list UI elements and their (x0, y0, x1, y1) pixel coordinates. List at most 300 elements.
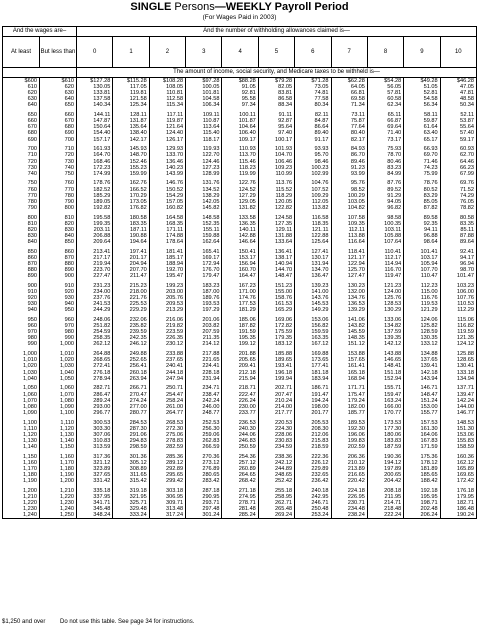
withholding-amount-cell: 125.34 (113, 102, 149, 108)
withholding-amount-cell: 280.77 (113, 410, 149, 416)
withholding-amount-cell: 105.94 (404, 261, 440, 267)
withholding-amount-cell: 253.24 (295, 512, 331, 519)
withholding-amount-cell: 264.77 (149, 410, 185, 416)
withholding-amount-cell: 146.76 (149, 180, 185, 186)
wage-but-less-cell: 1,200 (40, 478, 77, 484)
allowance-column-header: 6 (295, 37, 331, 68)
withholding-amount-cell: $71.28 (295, 78, 331, 85)
withholding-amount-cell: 160.36 (440, 454, 476, 460)
withholding-amount-cell: 89.46 (331, 159, 367, 165)
wage-but-less-cell: 650 (40, 102, 77, 108)
withholding-amount-cell: 126.17 (149, 137, 185, 143)
withholding-amount-cell: 261.00 (149, 404, 185, 410)
withholding-amount-cell: 112.23 (404, 283, 440, 289)
withholding-amount-cell: 109.35 (331, 221, 367, 227)
withholding-amount-cell: 268.53 (149, 420, 185, 426)
withholding-amount-cell: 89.40 (295, 130, 331, 136)
withholding-amount-cell: 291.06 (113, 432, 149, 438)
withholding-amount-cell: 105.88 (367, 233, 403, 239)
withholding-amount-cell: 121.35 (440, 335, 476, 341)
withholding-amount-cell: 110.99 (258, 171, 294, 177)
withholding-amount-cell: 145.82 (186, 205, 222, 211)
withholding-amount-cell: 129.93 (149, 146, 185, 152)
withholding-amount-cell: 264.65 (222, 472, 258, 478)
withholding-amount-cell: 218.48 (367, 506, 403, 512)
withholding-amount-cell: 240.18 (295, 488, 331, 494)
withholding-amount-cell: 189.53 (331, 420, 367, 426)
withholding-amount-cell: 317.36 (77, 454, 113, 460)
withholding-amount-cell: 141.06 (331, 317, 367, 323)
withholding-amount-cell: 235.82 (113, 323, 149, 329)
withholding-amount-cell: 73.11 (331, 112, 367, 118)
withholding-amount-cell: 73.17 (367, 137, 403, 143)
withholding-amount-cell: 133.81 (77, 90, 113, 96)
wage-at-least-cell: 1,200 (3, 488, 40, 494)
withholding-amount-cell: 78.82 (440, 205, 476, 211)
withholding-amount-cell: 192.82 (77, 205, 113, 211)
withholding-amount-cell: 83.23 (367, 165, 403, 171)
withholding-amount-cell: $108.28 (149, 78, 185, 85)
wage-at-least-cell: 890 (3, 273, 40, 279)
withholding-amount-cell: 157.17 (77, 137, 113, 143)
withholding-amount-cell: 294.83 (113, 438, 149, 444)
withholding-amount-cell: 74.29 (440, 193, 476, 199)
withholding-amount-cell: 248.06 (77, 317, 113, 323)
withholding-amount-cell: 161.30 (404, 426, 440, 432)
withholding-amount-cell: 124.46 (186, 159, 222, 165)
withholding-amount-cell: 139.29 (331, 307, 367, 313)
withholding-amount-cell: 214.71 (367, 500, 403, 506)
wage-at-least-cell: 640 (3, 102, 40, 108)
withholding-amount-cell: 306.95 (149, 494, 185, 500)
withholding-amount-cell: 153.06 (295, 317, 331, 323)
withholding-amount-cell: 113.64 (186, 124, 222, 130)
withholding-amount-cell: 83.35 (440, 221, 476, 227)
withholding-amount-cell: 64.46 (440, 159, 476, 165)
withholding-amount-cell: 91.05 (222, 84, 258, 90)
withholding-amount-cell: $127.28 (77, 78, 113, 85)
withholding-amount-cell: 77.64 (331, 124, 367, 130)
withholding-amount-cell: 133.58 (222, 215, 258, 221)
wage-at-least-cell: 1,230 (3, 506, 40, 512)
withholding-amount-cell: 220.53 (258, 420, 294, 426)
withholding-amount-cell: 71.52 (440, 187, 476, 193)
withholding-amount-cell: 174.76 (222, 295, 258, 301)
withholding-amount-cell: 237.65 (149, 357, 185, 363)
withholding-amount-cell: 80.58 (440, 215, 476, 221)
wage-but-less-cell: 710 (40, 146, 77, 152)
withholding-amount-cell: 187.59 (367, 444, 403, 450)
withholding-amount-cell: 185.17 (149, 255, 185, 261)
withholding-amount-cell: 205.76 (149, 295, 185, 301)
withholding-amount-cell: 155.77 (404, 410, 440, 416)
withholding-amount-cell: 244.29 (77, 307, 113, 313)
withholding-amount-cell: 151.24 (404, 398, 440, 404)
withholding-amount-cell: 148.47 (404, 392, 440, 398)
withholding-amount-cell: 199.23 (149, 283, 185, 289)
withholding-amount-cell: 107.70 (404, 267, 440, 273)
withholding-amount-cell: 100.11 (222, 112, 258, 118)
withholding-amount-cell: 130.17 (295, 255, 331, 261)
withholding-amount-cell: 148.41 (367, 363, 403, 369)
withholding-amount-cell: 185.06 (222, 317, 258, 323)
withholding-amount-cell: 113.76 (258, 180, 294, 186)
withholding-amount-cell: 152.94 (367, 376, 403, 382)
withholding-amount-cell: 104.70 (258, 152, 294, 158)
withholding-amount-cell: 213.89 (331, 466, 367, 472)
wage-at-least-cell: 970 (3, 329, 40, 335)
withholding-amount-cell: 110.53 (440, 301, 476, 307)
withholding-amount-cell: 222.24 (367, 512, 403, 519)
withholding-amount-cell: 170.77 (367, 410, 403, 416)
withholding-amount-cell: 187.82 (222, 323, 258, 329)
withholding-amount-cell: 242.12 (258, 460, 294, 466)
withholding-amount-cell: 73.05 (295, 84, 331, 90)
withholding-amount-cell: 140.94 (258, 261, 294, 267)
withholding-amount-cell: 118.17 (186, 137, 222, 143)
withholding-amount-cell: 139.35 (367, 335, 403, 341)
withholding-amount-cell: 271.18 (222, 488, 258, 494)
withholding-amount-cell: 183.94 (295, 376, 331, 382)
withholding-amount-cell: 301.24 (186, 512, 222, 519)
withholding-amount-cell: 124.00 (367, 289, 403, 295)
withholding-amount-cell: 168.94 (331, 376, 367, 382)
withholding-amount-cell: 167.83 (404, 438, 440, 444)
withholding-amount-cell: 193.41 (258, 363, 294, 369)
withholding-amount-cell: 250.71 (149, 385, 185, 391)
withholding-amount-cell: 187.00 (186, 289, 222, 295)
withholding-amount-cell: 163.35 (295, 335, 331, 341)
withholding-amount-cell: 138.29 (186, 193, 222, 199)
withholding-amount-cell: 107.52 (295, 187, 331, 193)
withholding-amount-cell: 228.18 (186, 370, 222, 376)
withholding-amount-cell: 153.00 (404, 404, 440, 410)
withholding-amount-cell: 210.12 (331, 460, 367, 466)
withholding-amount-cell: 200.65 (367, 472, 403, 478)
withholding-amount-cell: 214.00 (258, 404, 294, 410)
withholding-amount-cell: 124.52 (222, 187, 258, 193)
withholding-amount-cell: 186.71 (295, 385, 331, 391)
withholding-amount-cell: 77.58 (295, 96, 331, 102)
wage-but-less-cell: 1,030 (40, 363, 77, 369)
withholding-amount-cell: 172.94 (186, 261, 222, 267)
withholding-amount-cell: 194.64 (113, 239, 149, 245)
wage-but-less-cell: 1,100 (40, 410, 77, 416)
wage-but-less-cell: 890 (40, 267, 77, 273)
withholding-amount-cell: 203.11 (77, 227, 113, 233)
withholding-amount-cell: 281.48 (222, 506, 258, 512)
wage-but-less-cell: 1,130 (40, 432, 77, 438)
wage-at-least-cell: 1,090 (3, 410, 40, 416)
withholding-amount-cell: 159.99 (113, 171, 149, 177)
withholding-amount-cell: 276.89 (186, 466, 222, 472)
withholding-amount-cell: 215.83 (295, 438, 331, 444)
withholding-amount-cell: 331.42 (77, 478, 113, 484)
withholding-amount-cell: 142.24 (440, 398, 476, 404)
withholding-amount-cell: 307.06 (77, 432, 113, 438)
withholding-amount-cell: 203.00 (149, 289, 185, 295)
withholding-amount-cell: 115.06 (440, 317, 476, 323)
wage-at-least-cell: 810 (3, 221, 40, 227)
withholding-amount-cell: 213.41 (77, 249, 113, 255)
withholding-amount-cell: 106.46 (258, 159, 294, 165)
allowance-column-header: 5 (258, 37, 294, 68)
withholding-amount-cell: 190.36 (367, 454, 403, 460)
withholding-amount-cell: 80.34 (295, 102, 331, 108)
withholding-amount-cell: 202.71 (258, 385, 294, 391)
wage-at-least-cell: 840 (3, 239, 40, 245)
withholding-amount-cell: 52.11 (440, 112, 476, 118)
withholding-amount-cell: 112.05 (295, 199, 331, 205)
withholding-amount-cell: 125.76 (367, 295, 403, 301)
withholding-amount-cell: 321.95 (113, 494, 149, 500)
withholding-amount-cell: 47.05 (440, 84, 476, 90)
wage-but-less-cell: 1,210 (40, 488, 77, 494)
wage-but-less-cell: 1,010 (40, 351, 77, 357)
withholding-amount-cell: 211.95 (367, 494, 403, 500)
withholding-amount-cell: 98.70 (440, 267, 476, 273)
withholding-amount-cell: 145.93 (113, 146, 149, 152)
withholding-amount-cell: 133.18 (440, 370, 476, 376)
withholding-amount-cell: 74.23 (404, 165, 440, 171)
withholding-amount-cell: 156.94 (222, 261, 258, 267)
withholding-amount-cell: 59.17 (440, 137, 476, 143)
withholding-amount-cell: 97.34 (222, 102, 258, 108)
withholding-amount-cell: 185.88 (258, 351, 294, 357)
withholding-amount-cell: 65.11 (367, 112, 403, 118)
withholding-amount-cell: 127.47 (331, 273, 367, 279)
withholding-amount-cell: 201.06 (186, 317, 222, 323)
wage-but-less-cell: 1,060 (40, 385, 77, 391)
wage-at-least-cell: 990 (3, 341, 40, 347)
withholding-amount-cell: 205.65 (222, 357, 258, 363)
footer-wage-range: $1,250 and over (2, 619, 46, 625)
withholding-amount-cell: 158.76 (258, 295, 294, 301)
withholding-amount-cell: 104.76 (295, 180, 331, 186)
withholding-amount-cell: 252.53 (186, 420, 222, 426)
withholding-amount-cell: 69.76 (440, 180, 476, 186)
withholding-amount-cell: 258.95 (258, 494, 294, 500)
withholding-amount-cell: 183.12 (258, 341, 294, 347)
withholding-amount-cell: 118.23 (222, 165, 258, 171)
withholding-amount-cell: 133.70 (149, 152, 185, 158)
withholding-amount-cell: 152.46 (113, 159, 149, 165)
withholding-amount-cell: 177.41 (295, 363, 331, 369)
withholding-amount-cell: 80.46 (367, 159, 403, 165)
withholding-amount-cell: 127.23 (186, 165, 222, 171)
withholding-amount-cell: 172.82 (258, 323, 294, 329)
withholding-amount-cell: 159.47 (367, 392, 403, 398)
withholding-amount-cell: 248.65 (258, 472, 294, 478)
withholding-amount-cell: $46.28 (440, 78, 476, 85)
withholding-amount-cell: 63.40 (404, 130, 440, 136)
withholding-amount-cell: 310.83 (77, 438, 113, 444)
wage-but-less-cell: 840 (40, 233, 77, 239)
withholding-amount-cell: 66.93 (404, 146, 440, 152)
withholding-amount-cell: 237.76 (77, 295, 113, 301)
withholding-amount-cell: 125.70 (331, 267, 367, 273)
withholding-amount-cell: 128.59 (404, 329, 440, 335)
wage-but-less-cell: 910 (40, 283, 77, 289)
withholding-amount-cell: 92.87 (258, 118, 294, 124)
withholding-amount-cell: 257.12 (222, 460, 258, 466)
withholding-amount-cell: 112.58 (149, 96, 185, 102)
withholding-amount-cell: 100.05 (186, 84, 222, 90)
withholding-amount-cell: 119.53 (404, 301, 440, 307)
withholding-amount-cell: 110.47 (404, 273, 440, 279)
withholding-amount-cell: 98.64 (404, 239, 440, 245)
withholding-amount-cell: 214.12 (186, 341, 222, 347)
withholding-amount-cell: 104.58 (186, 96, 222, 102)
withholding-amount-cell: $115.28 (113, 78, 149, 85)
withholding-amount-cell: 185.77 (331, 410, 367, 416)
withholding-amount-cell: 232.06 (113, 317, 149, 323)
withholding-amount-cell: 162.76 (113, 180, 149, 186)
withholding-amount-cell: 210.24 (258, 398, 294, 404)
withholding-amount-cell: 133.06 (367, 317, 403, 323)
withholding-amount-cell: 270.36 (186, 454, 222, 460)
withholding-amount-cell: 124.06 (404, 317, 440, 323)
withholding-amount-cell: $49.28 (404, 78, 440, 85)
withholding-amount-cell: 219.82 (149, 323, 185, 329)
withholding-amount-cell: 109.29 (295, 193, 331, 199)
withholding-amount-cell: 86.64 (295, 124, 331, 130)
withholding-amount-cell: 238.47 (186, 392, 222, 398)
wage-at-least-cell: 1,100 (3, 420, 40, 426)
withholding-amount-cell: 52.81 (404, 90, 440, 96)
header-blank-cell (3, 68, 77, 78)
withholding-amount-cell: 69.58 (331, 96, 367, 102)
withholding-amount-cell: 182.71 (440, 500, 476, 506)
wage-at-least-cell: 930 (3, 301, 40, 307)
wage-but-less-cell: 900 (40, 273, 77, 279)
wage-at-least-cell: 1,020 (3, 363, 40, 369)
withholding-amount-cell: 155.00 (258, 289, 294, 295)
wage-at-least-cell: 880 (3, 267, 40, 273)
wage-but-less-cell: 700 (40, 137, 77, 143)
withholding-amount-cell: 148.35 (331, 335, 367, 341)
withholding-amount-cell: 165.89 (440, 466, 476, 472)
withholding-amount-cell: 213.29 (149, 307, 185, 313)
withholding-amount-cell: 50.34 (440, 102, 476, 108)
withholding-amount-cell: 119.81 (113, 90, 149, 96)
withholding-amount-cell: 337.95 (77, 494, 113, 500)
withholding-amount-cell: 98.46 (295, 159, 331, 165)
wage-at-least-cell: 660 (3, 118, 40, 124)
withholding-amount-cell: 127.35 (258, 221, 294, 227)
wage-but-less-cell: 850 (40, 239, 77, 245)
withholding-amount-cell: 152.35 (186, 221, 222, 227)
withholding-amount-cell: 146.77 (440, 410, 476, 416)
withholding-amount-cell: 165.29 (258, 307, 294, 313)
withholding-amount-cell: 205.53 (295, 420, 331, 426)
at-least-header: At least (3, 37, 40, 68)
wage-but-less-cell: 1,020 (40, 357, 77, 363)
withholding-amount-cell: 101.47 (440, 273, 476, 279)
withholding-amount-cell: 256.41 (113, 363, 149, 369)
withholding-amount-cell: 207.70 (113, 267, 149, 273)
withholding-amount-cell: 57.40 (440, 130, 476, 136)
withholding-amount-cell: 173.05 (113, 199, 149, 205)
withholding-amount-cell: 241.53 (77, 301, 113, 307)
withholding-amount-cell: 246.71 (295, 500, 331, 506)
withholding-amount-cell: 101.93 (258, 146, 294, 152)
withholding-amount-cell: 181.89 (404, 466, 440, 472)
withholding-amount-cell: 164.58 (149, 215, 185, 221)
withholding-amount-cell: 240.41 (149, 363, 185, 369)
wage-at-least-cell: 820 (3, 227, 40, 233)
withholding-amount-cell: 255.18 (258, 488, 294, 494)
withholding-amount-cell: 146.71 (404, 385, 440, 391)
withholding-amount-cell: 80.40 (331, 130, 367, 136)
wage-but-less-cell: 760 (40, 180, 77, 186)
withholding-amount-cell: 94.05 (367, 199, 403, 205)
withholding-amount-cell: 249.88 (113, 351, 149, 357)
withholding-table (2, 26, 477, 519)
withholding-amount-cell: 137.71 (440, 385, 476, 391)
withholding-amount-cell: 110.41 (367, 249, 403, 255)
withholding-amount-cell: 282.59 (149, 444, 185, 450)
table-row (3, 512, 477, 519)
withholding-amount-cell: 53.87 (440, 118, 476, 124)
withholding-amount-cell: 138.17 (258, 255, 294, 261)
withholding-amount-cell: 116.76 (404, 295, 440, 301)
withholding-amount-cell: 113.82 (295, 205, 331, 211)
withholding-amount-cell: 117.11 (149, 112, 185, 118)
withholding-amount-cell: 199.12 (222, 341, 258, 347)
withholding-amount-cell: 172.42 (440, 478, 476, 484)
withholding-amount-cell: 144.11 (77, 112, 113, 118)
withholding-amount-cell: 219.94 (77, 261, 113, 267)
withholding-amount-cell: 170.29 (113, 193, 149, 199)
withholding-amount-cell: 284.53 (113, 420, 149, 426)
withholding-amount-cell: 287.30 (113, 426, 149, 432)
withholding-amount-cell: 282.71 (77, 385, 113, 391)
withholding-amount-cell: 192.30 (331, 426, 367, 432)
withholding-amount-cell: $62.28 (331, 78, 367, 85)
withholding-amount-cell: 327.65 (77, 472, 113, 478)
withholding-amount-cell: 275.06 (149, 432, 185, 438)
withholding-amount-cell: 325.71 (113, 500, 149, 506)
withholding-amount-cell: 134.82 (367, 323, 403, 329)
wage-at-least-cell: 910 (3, 289, 40, 295)
withholding-amount-cell: 239.59 (113, 329, 149, 335)
wage-but-less-cell: 620 (40, 84, 77, 90)
withholding-amount-cell: 121.11 (295, 227, 331, 233)
withholding-amount-cell: 91.29 (367, 193, 403, 199)
wage-but-less-cell: 1,110 (40, 420, 77, 426)
withholding-amount-cell: 201.77 (295, 410, 331, 416)
wage-at-least-cell: 1,220 (3, 500, 40, 506)
withholding-amount-cell: 290.95 (186, 494, 222, 500)
withholding-amount-cell: 66.87 (367, 118, 403, 124)
withholding-amount-cell: 247.94 (149, 376, 185, 382)
wage-at-least-cell: 870 (3, 261, 40, 267)
wage-at-least-cell: 1,000 (3, 351, 40, 357)
withholding-amount-cell: 71.40 (367, 130, 403, 136)
withholding-amount-cell: 157.05 (149, 199, 185, 205)
withholding-amount-cell: 174.99 (77, 171, 113, 177)
withholding-amount-cell: 199.35 (77, 221, 113, 227)
withholding-amount-cell: 89.64 (440, 239, 476, 245)
withholding-amount-cell: 206.36 (331, 454, 367, 460)
allowance-column-header: 7 (331, 37, 367, 68)
withholding-amount-cell: 135.64 (113, 124, 149, 130)
withholding-amount-cell: 115.52 (258, 187, 294, 193)
wage-at-least-cell: 700 (3, 146, 40, 152)
withholding-amount-cell: 231.23 (77, 283, 113, 289)
withholding-amount-cell: 296.77 (77, 410, 113, 416)
